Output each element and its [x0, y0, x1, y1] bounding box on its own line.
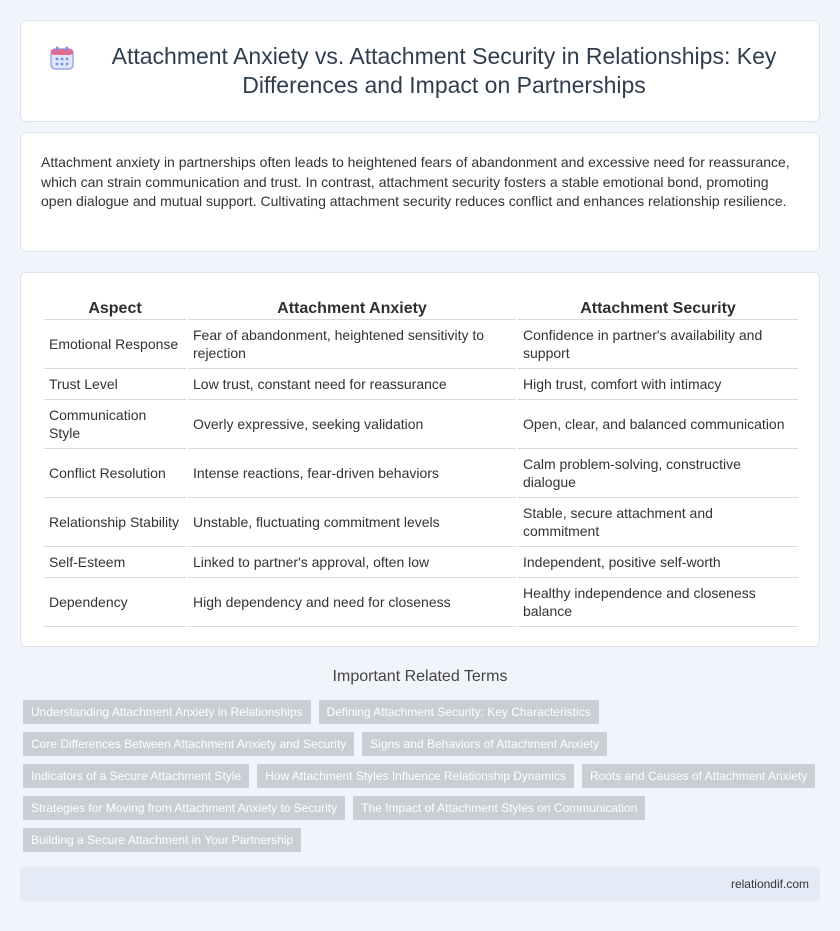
table-row: [44, 547, 798, 578]
security-cell: Healthy independence and closeness balance: [518, 578, 798, 627]
aspect-cell: Trust Level: [44, 369, 186, 400]
related-term-tag[interactable]: Understanding Attachment Anxiety in Relationships: [23, 700, 311, 724]
related-term-tag[interactable]: Defining Attachment Security: Key Characteristics: [319, 700, 599, 724]
header-anxiety: Attachment Anxiety: [188, 295, 516, 320]
comparison-table: [42, 295, 800, 627]
related-term-tag[interactable]: Roots and Causes of Attachment Anxiety: [582, 764, 815, 788]
table-row: [44, 320, 798, 369]
related-terms-list: [23, 700, 823, 860]
header-aspect: Aspect: [44, 295, 186, 320]
anxiety-cell: Overly expressive, seeking validation: [188, 400, 516, 449]
footer-site-link[interactable]: relationdif.com: [730, 877, 809, 891]
aspect-cell: Relationship Stability: [44, 498, 186, 547]
aspect-cell: Dependency: [44, 578, 186, 627]
header-security: Attachment Security: [518, 295, 798, 320]
intro-card: [20, 132, 820, 252]
security-cell: Stable, secure attachment and commitment: [518, 498, 798, 547]
page-title: Attachment Anxiety vs. Attachment Security in Relationships: Key Differences and Impact on Partnerships: [111, 43, 777, 98]
title-card: [20, 20, 820, 122]
table-row: [44, 449, 798, 498]
related-term-tag[interactable]: Core Differences Between Attachment Anxiety and Security: [23, 732, 354, 756]
table-row: [44, 400, 798, 449]
aspect-cell: Conflict Resolution: [44, 449, 186, 498]
related-term-tag[interactable]: Signs and Behaviors of Attachment Anxiety: [362, 732, 607, 756]
footer: [20, 867, 820, 901]
aspect-cell: Communication Style: [44, 400, 186, 449]
security-cell: Independent, positive self-worth: [518, 547, 798, 578]
anxiety-cell: Linked to partner's approval, often low: [188, 547, 516, 578]
aspect-cell: Self-Esteem: [44, 547, 186, 578]
table-row: [44, 369, 798, 400]
anxiety-cell: Unstable, fluctuating commitment levels: [188, 498, 516, 547]
related-terms-title: Important Related Terms: [332, 668, 508, 685]
anxiety-cell: Fear of abandonment, heightened sensitivity to rejection: [188, 320, 516, 369]
intro-text: Attachment anxiety in partnerships often leads to heightened fears of abandonment and excessive need for reassurance, which can strain communication and trust. In contrast, attachment security fosters a stable emotional bond, promoting open dialogue and mutual support. Cultivating attachment security reduces conflict and enhances relationship resilience.: [41, 154, 790, 209]
anxiety-cell: Low trust, constant need for reassurance: [188, 369, 516, 400]
anxiety-cell: Intense reactions, fear-driven behaviors: [188, 449, 516, 498]
anxiety-cell: High dependency and need for closeness: [188, 578, 516, 627]
security-cell: High trust, comfort with intimacy: [518, 369, 798, 400]
related-term-tag[interactable]: How Attachment Styles Influence Relationship Dynamics: [257, 764, 574, 788]
security-cell: Calm problem-solving, constructive dialogue: [518, 449, 798, 498]
related-term-tag[interactable]: The Impact of Attachment Styles on Communication: [353, 796, 645, 820]
table-row: [44, 578, 798, 627]
related-term-tag[interactable]: Building a Secure Attachment in Your Partnership: [23, 828, 301, 852]
calendar-icon: [49, 45, 75, 71]
related-term-tag[interactable]: Indicators of a Secure Attachment Style: [23, 764, 249, 788]
security-cell: Confidence in partner's availability and support: [518, 320, 798, 369]
related-term-tag[interactable]: Strategies for Moving from Attachment Anxiety to Security: [23, 796, 345, 820]
aspect-cell: Emotional Response: [44, 320, 186, 369]
comparison-card: [20, 272, 820, 647]
table-header-row: [44, 295, 798, 320]
security-cell: Open, clear, and balanced communication: [518, 400, 798, 449]
table-row: [44, 498, 798, 547]
